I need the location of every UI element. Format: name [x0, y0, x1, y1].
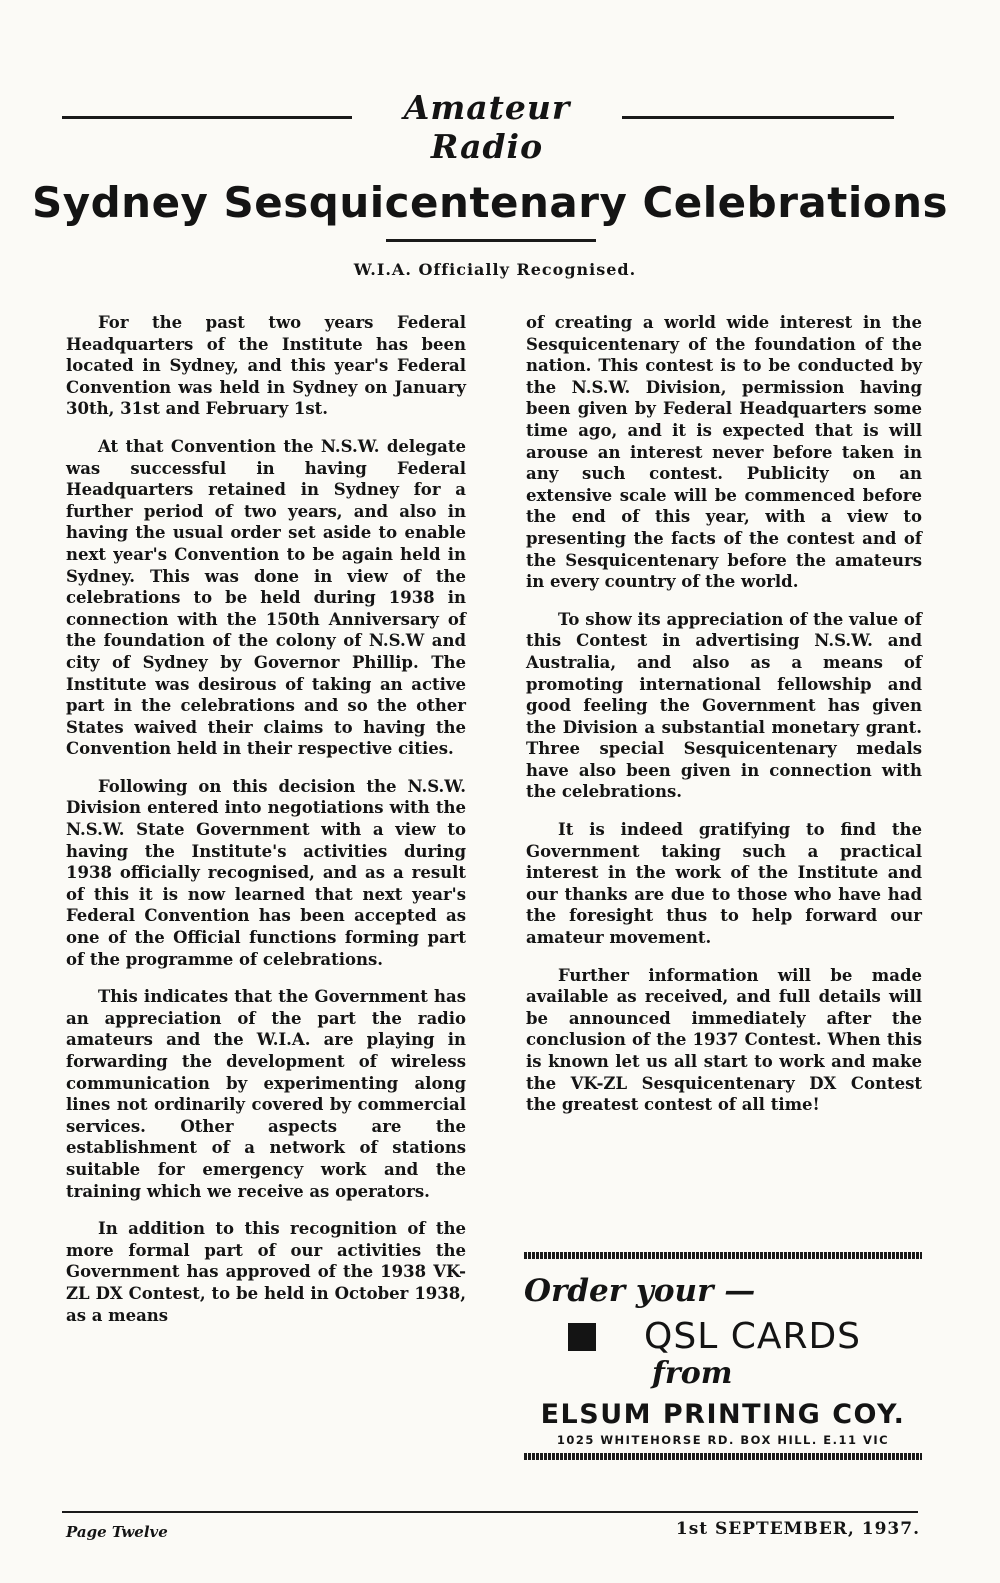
- footer-rule: [62, 1511, 918, 1513]
- paragraph: This indicates that the Government has an appreciation of the part the radio amateurs and the W.I.A. are playing in forwarding the development of wireless communication by experimenting along lines not ordinarily covered by commercial services. Other aspects are the establishment of a network of stations suitable for emergency work and the training which we receive as operators.: [66, 987, 466, 1201]
- masthead-rule-left: [62, 116, 352, 119]
- paragraph: Following on this decision the N.S.W. Division entered into negotiations with the N.S.W. State Government with a view to having the Institute's activities during 1938 officially recognised, and as a result of this it is now learned that next year's Federal Convention has been accepted as one of the Official functions forming part of the programme of celebrations.: [66, 776, 466, 969]
- title-underline: [386, 239, 596, 242]
- masthead: [62, 88, 894, 166]
- paragraph: At that Convention the N.S.W. delegate was successful in having Federal Headquarters retained in Sydney for a further period of two years, and also in having the usual order set aside to enable next year's Convention to be again held in Sydney. This was done in view of the celebrations to be held during 1938 in connection with the 150th Anniversary of the foundation of the colony of N.S.W and city of Sydney by Governor Phillip. The Institute was desirous of taking an active part in the celebrations and so the other States waived their claims to having the Convention held in their respective cities.: [66, 436, 466, 759]
- issue-date: 1st SEPTEMBER, 1937.: [675, 1519, 920, 1539]
- article-subtitle: W.I.A. Officially Recognised.: [353, 260, 637, 279]
- paragraph: Further information will be made available as received, and full details will be announced immediately after the conclusion of the 1937 Contest. When this is known let us all start to work and make the VK-ZL Sesquicentenary DX Contest the greatest contest of all time!: [526, 965, 922, 1115]
- ad-border-bottom: [524, 1453, 922, 1460]
- ad-border-top: [524, 1252, 922, 1259]
- paragraph: To show its appreciation of the value of this Contest in advertising N.S.W. and Australia, and also as a means of promoting international fellowship and good feeling the Government has given the Division a substantial monetary grant. Three special Sesquicentenary medals have also been given in connection with the celebrations.: [526, 609, 922, 802]
- paragraph: In addition to this recognition of the more formal part of our activities the Government has approved of the 1938 VK-ZL DX Contest, to be held in October 1938, as a means: [66, 1219, 466, 1325]
- ad-order-text: Order your —: [524, 1273, 756, 1309]
- page-number: Page Twelve: [66, 1523, 168, 1541]
- article-title: Sydney Sesquicentenary Celebrations: [31, 178, 948, 227]
- qsl-card-advertisement: [524, 1252, 922, 1478]
- paragraph: of creating a world wide interest in the Sesquicentenary of the foundation of the nation. This contest is to be conducted by the N.S.W. Division, permission having been given by Federal Headquarters some time ago, and it is expected that is will arouse an interest never before taken in any such contest. Publicity on an extensive scale will be commenced before the end of this year, with a view to presenting the facts of the contest and of the Sesquicentenary before the amateurs in every country of the world.: [526, 313, 922, 592]
- ad-product-row: [524, 1317, 922, 1357]
- bullet-square-icon: [568, 1323, 596, 1351]
- masthead-rule-right: [622, 116, 894, 119]
- paragraph: It is indeed gratifying to find the Government taking such a practical interest in the work of the Institute and our thanks are due to those who have had the foresight thus to help forward our amateur movement.: [526, 820, 922, 948]
- paragraph: For the past two years Federal Headquarters of the Institute has been located in Sydney, and this year's Federal Convention was held in Sydney on January 30th, 31st and February 1st.: [66, 313, 466, 419]
- ad-product-text: QSL CARDS: [644, 1316, 862, 1357]
- article-column-right: [526, 312, 922, 1132]
- masthead-logo: Amateur Radio: [403, 88, 571, 166]
- ad-from-text: from: [652, 1356, 733, 1391]
- article-column-left: [66, 312, 466, 1342]
- ad-address: 1025 WHITEHORSE RD. BOX HILL. E.11 VIC: [556, 1433, 890, 1447]
- ad-company-name: ELSUM PRINTING COY.: [540, 1399, 906, 1430]
